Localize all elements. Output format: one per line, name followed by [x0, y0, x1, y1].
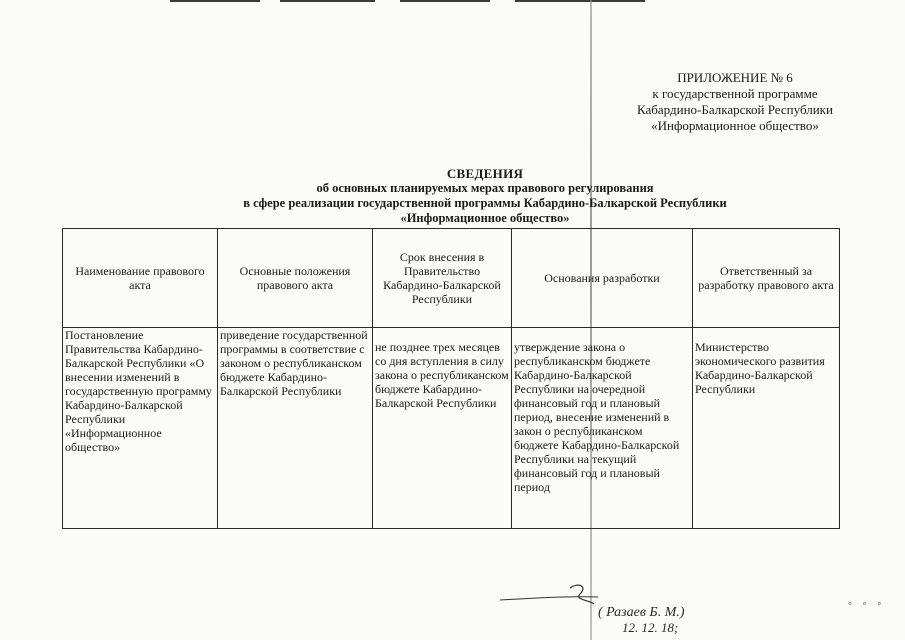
header-main-provisions: Основные положения правового акта [218, 229, 373, 328]
cell-act-name: Постановление Правительства Кабардино-Балкарской Республики «О внесении изменений в государственную программу Кабардино-Балкарской Республики «Информационное общество» [63, 328, 218, 529]
table-header-row [63, 229, 840, 328]
signature-date: 12. 12. 18; [622, 620, 679, 635]
appendix-program: «Информационное общество» [651, 118, 819, 133]
signature-flourish [570, 585, 594, 604]
appendix-header [610, 70, 860, 134]
title-main: СВЕДЕНИЯ [446, 166, 524, 181]
header-basis: Основания разработки [512, 229, 693, 328]
handwritten-signature [498, 576, 718, 636]
appendix-number: ПРИЛОЖЕНИЕ № 6 [677, 70, 793, 85]
table-row [63, 328, 840, 529]
cell-submission-deadline: не позднее трех месяцев со дня вступления в силу закона о республиканском бюджете Кабардино-Балкарской Республики [373, 328, 512, 529]
signature-name: ( Разаев Б. М.) [598, 605, 685, 620]
cell-basis: утверждение закона о республиканском бюджете Кабардино-Балкарской Республики на очередной финансовый год и плановый период, внесение изменений в закон о республиканском бюджете Кабардино-Балкарской Республики на текущий финансовый год и плановый период [512, 328, 693, 529]
title-line-4: «Информационное общество» [400, 211, 570, 225]
cell-main-provisions: приведение государственной программы в соответствие с законом о республиканском бюджете Кабардино-Балкарской Республики [218, 328, 373, 529]
appendix-subtitle: к государственной программе [652, 86, 818, 101]
document-title [160, 166, 810, 226]
regulation-table [62, 228, 840, 529]
corner-scan-mark: ◦ ◦ ◦ [848, 598, 886, 610]
appendix-republic: Кабардино-Балкарской Республики [637, 102, 833, 117]
scan-artifact-top [400, 0, 490, 2]
scan-artifact-top [170, 0, 260, 2]
scan-artifact-top [280, 0, 375, 2]
header-act-name: Наименование правового акта [63, 229, 218, 328]
header-submission-deadline: Срок внесения в Правительство Кабардино-Балкарской Республики [373, 229, 512, 328]
scan-artifact-top [515, 0, 645, 2]
header-responsible: Ответственный за разработку правового акта [693, 229, 840, 328]
title-line-2: об основных планируемых мерах правового регулирования [316, 181, 654, 195]
title-line-3: в сфере реализации государственной программы Кабардино-Балкарской Республики [243, 196, 727, 210]
cell-responsible: Министерство экономического развития Кабардино-Балкарской Республики [693, 328, 840, 529]
